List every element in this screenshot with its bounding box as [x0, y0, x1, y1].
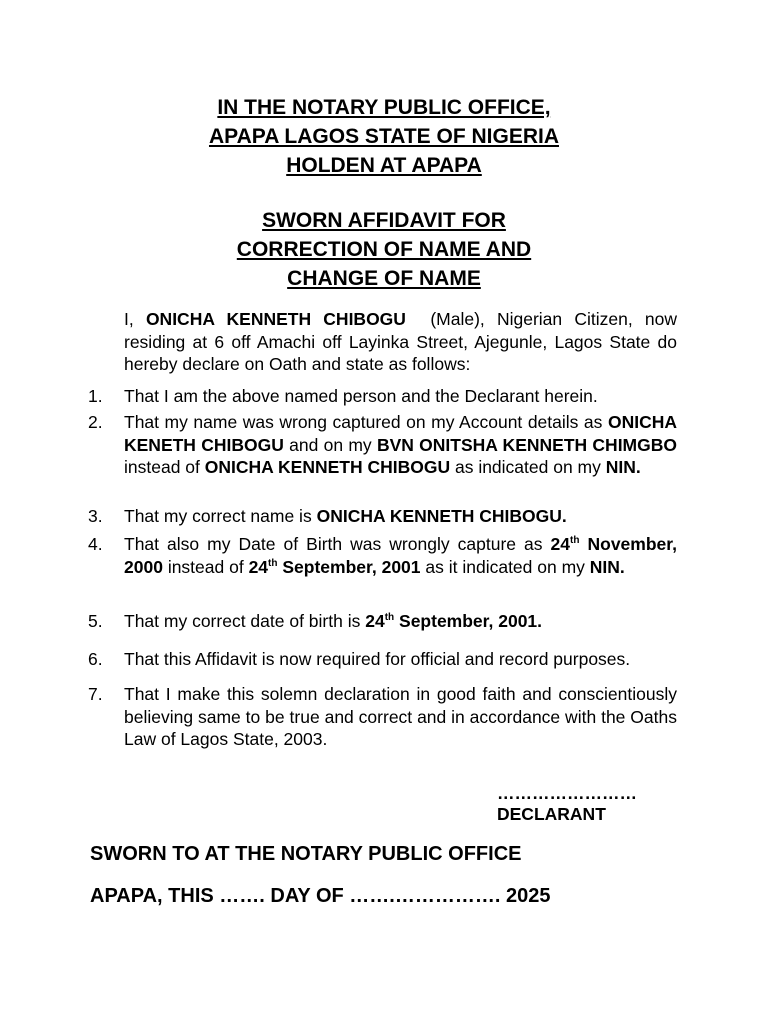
list-item-6 [88, 648, 677, 671]
item-bold: September, 2001 [282, 556, 421, 577]
list-number: 2. [88, 412, 103, 432]
office-heading-line-3: HOLDEN AT APAPA [286, 154, 482, 177]
item-bold: ONICHA KENNETH CHIBOGU. [316, 506, 567, 526]
document-title-line-3: CHANGE OF NAME [287, 267, 481, 290]
ordinal-suffix: th [384, 612, 395, 623]
item-text: That my name was wrong captured on my Account details as [124, 412, 603, 432]
document-title [0, 206, 768, 293]
office-heading-line-2: APAPA LAGOS STATE OF NIGERIA [208, 125, 559, 148]
sworn-line-1: SWORN TO AT THE NOTARY PUBLIC OFFICE [90, 843, 522, 865]
intro-rest: (Male), Nigerian Citizen, now residing at 6 off Amachi off Layinka Street, Ajegunle, Lagos State do hereby declare on Oath and state as follows: [124, 309, 677, 374]
item-bold: September, 2001. [399, 611, 543, 631]
item-text: and on my [289, 434, 372, 455]
item-bold: NIN. [589, 556, 625, 577]
list-item-2 [88, 411, 677, 479]
item-text: instead of [167, 556, 244, 577]
intro-prefix: I, [124, 309, 134, 329]
item-bold: BVN ONITSHA KENNETH CHIMGBO [376, 434, 677, 455]
list-number: 7. [88, 684, 103, 704]
list-number: 3. [88, 506, 103, 526]
sworn-line-2: APAPA, THIS ……. DAY OF …….……………. 2025 [90, 885, 551, 907]
list-item-3 [88, 505, 677, 528]
list-item-1 [88, 385, 677, 408]
item-text: That my correct date of birth is [124, 611, 361, 631]
item-text: as it indicated on my [425, 556, 585, 577]
list-item-7 [88, 683, 677, 751]
list-number: 6. [88, 649, 103, 669]
list-item-4 [88, 533, 677, 578]
item-bold: 24 [365, 611, 385, 631]
item-bold: 24 [550, 534, 571, 554]
document-title-line-2: CORRECTION OF NAME AND [236, 238, 532, 261]
document-title-line-1: SWORN AFFIDAVIT FOR [262, 209, 506, 232]
office-heading [0, 93, 768, 180]
item-bold: November, 2000 [124, 534, 677, 577]
item-text: as indicated on my [454, 457, 601, 477]
item-bold: NIN. [605, 457, 641, 477]
item-text: That I make this solemn declaration in good faith and conscientiously believing same to be true and correct and in accordance with the Oaths Law of Lagos State, 2003. [124, 684, 677, 749]
item-bold: 24 [248, 556, 269, 577]
office-heading-line-1: IN THE NOTARY PUBLIC OFFICE, [217, 96, 551, 119]
intro-paragraph [124, 308, 677, 376]
item-bold: ONICHA KENETH CHIBOGU [124, 412, 677, 455]
item-text: That my correct name is [124, 506, 312, 526]
list-number: 1. [88, 386, 103, 406]
signature-line: …………………… [497, 783, 637, 803]
list-number: 4. [88, 534, 103, 554]
item-text: That also my Date of Birth was wrongly capture as [124, 534, 543, 554]
declarant-label: DECLARANT [497, 804, 606, 824]
declarant-name: ONICHA KENNETH CHIBOGU [145, 309, 406, 329]
item-bold: ONICHA KENNETH CHIBOGU [204, 457, 451, 477]
list-number: 5. [88, 611, 103, 631]
item-text: That I am the above named person and the Declarant herein. [124, 386, 598, 406]
ordinal-suffix: th [570, 535, 580, 546]
ordinal-suffix: th [268, 557, 278, 569]
item-text: That this Affidavit is now required for official and record purposes. [124, 649, 631, 669]
item-text: instead of [124, 457, 200, 477]
list-item-5 [88, 610, 677, 633]
